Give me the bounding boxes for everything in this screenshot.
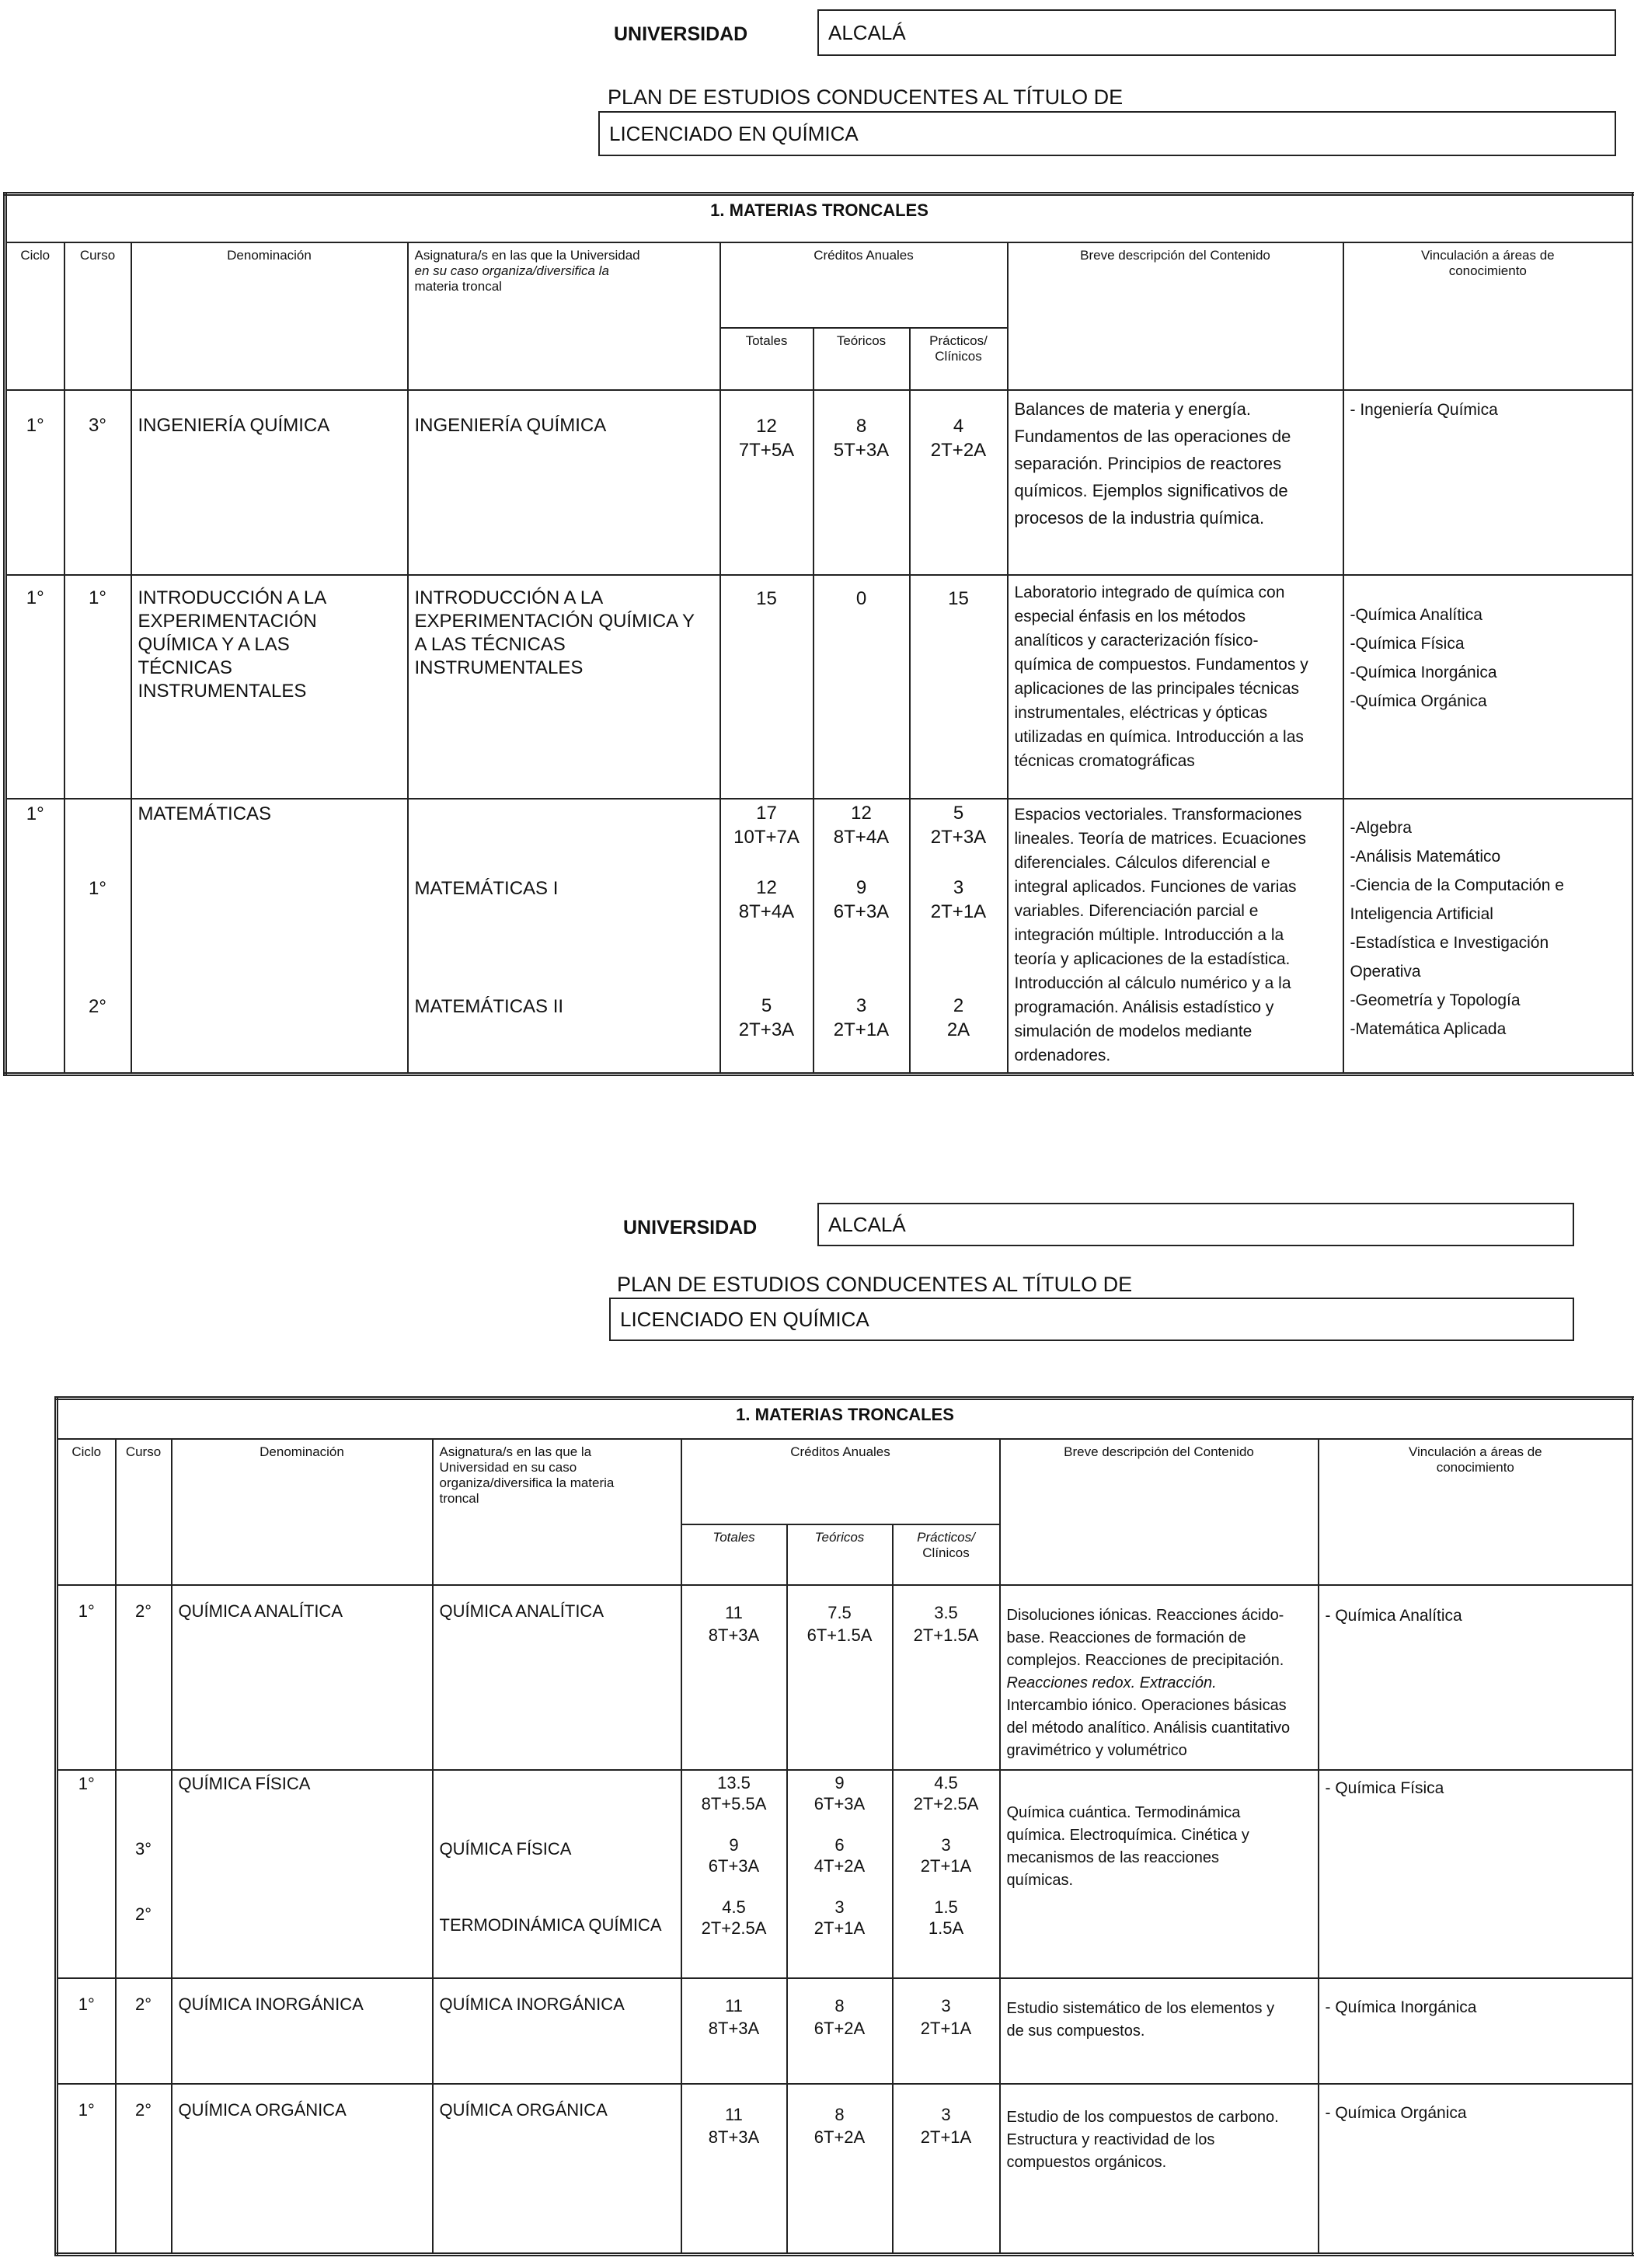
col-creditos: Créditos Anuales [681,1439,1000,1524]
table-row [57,1978,1634,2084]
col-creditos: Créditos Anuales [720,242,1008,328]
value: 6T+3A [833,901,890,922]
cell-asignatura: QUÍMICA INORGÁNICA [433,1978,681,2084]
desc-line: químicas. [1006,1871,1074,1889]
value: 2T+2.5A [913,1793,979,1813]
desc-line: Disoluciones iónicas. Reacciones ácido- [1006,1606,1284,1624]
cell-areas [1319,1978,1634,2084]
area-line: Inteligencia Artificial [1350,904,1493,923]
value: 8T+3A [708,1625,760,1645]
desc-line: Estudio sistemático de los elementos y [1006,1999,1275,2017]
area-line: - Química Analítica [1325,1606,1462,1625]
value: 17 [756,802,777,824]
value: 6T+3A [708,1855,760,1876]
value: 6T+2A [814,2127,866,2147]
page-section-1 [0,0,1634,1088]
value: 3 [855,995,867,1016]
curso-line: 2° [134,1904,152,1924]
table-row [5,390,1634,575]
col-vinculacion [1343,242,1634,390]
col-asignaturas-line: Universidad en su caso [439,1459,577,1475]
col-practicos-line: Clínicos [922,1545,970,1560]
desc-line: Química cuántica. Termodinámica [1006,1803,1241,1821]
area-line: -Estadística e Investigación [1350,933,1549,952]
cell-totales [681,2084,787,2255]
value: 9 [855,876,867,898]
desc-line: simulación de modelos mediante [1014,1022,1253,1040]
cell-practicos: 15 [910,575,1008,799]
cell-teoricos [814,390,910,575]
cell-curso [116,1770,172,1978]
value: 2T+1A [833,1019,890,1040]
cell-areas [1343,575,1634,799]
universidad-value: ALCALÁ [817,9,1616,56]
asignatura-line: A LAS TÉCNICAS [414,633,566,655]
cell-curso: 2° [116,1978,172,2084]
asignatura-line [415,803,713,877]
cell-totales [720,390,814,575]
value: 9 [834,1772,845,1792]
cell-ciclo: 1° [57,1770,116,1978]
value: 8 [855,415,867,437]
col-practicos [910,328,1008,390]
desc-line: utilizadas en química. Introducción a las [1014,727,1304,746]
cell-practicos [893,2084,1000,2255]
value: 6 [834,1834,845,1855]
col-practicos-line: Prácticos/ [929,333,988,348]
desc-line: Balances de materia y energía. [1014,399,1252,419]
cell-asignatura [433,1770,681,1978]
cell-ciclo: 1° [5,390,64,575]
cell-ciclo: 1° [57,1585,116,1770]
area-line: -Química Inorgánica [1350,663,1497,681]
desc-line: lineales. Teoría de matrices. Ecuaciones [1014,829,1306,848]
cell-teoricos [787,2084,893,2255]
value: 11 [725,1995,743,2015]
desc-line: ordenadores. [1014,1046,1111,1064]
materias-troncales-table [3,192,1634,1076]
cell-teoricos [787,1770,893,1978]
cell-teoricos [787,1585,893,1770]
desc-line: química de compuestos. Fundamentos y [1014,655,1308,674]
value: 2T+1A [930,901,987,922]
area-line: -Química Orgánica [1350,692,1487,710]
asignatura-line: MATEMÁTICAS I [414,877,559,899]
cell-totales [681,1978,787,2084]
area-line: - Ingeniería Química [1350,400,1498,419]
cell-denominacion: QUÍMICA ANALÍTICA [172,1585,433,1770]
col-teoricos: Teóricos [814,328,910,390]
cell-denominacion: QUÍMICA ORGÁNICA [172,2084,433,2255]
value: 3 [941,1995,951,2015]
plan-label: PLAN DE ESTUDIOS CONDUCENTES AL TÍTULO DE [617,1273,1133,1296]
desc-line: Fundamentos de las operaciones de [1014,426,1291,446]
cell-curso [64,799,131,1075]
value: 13.5 [717,1772,751,1792]
table-title: 1. MATERIAS TRONCALES [57,1399,1634,1439]
col-totales: Totales [720,328,814,390]
cell-denominacion: QUÍMICA INORGÁNICA [172,1978,433,2084]
desc-line: separación. Principios de reactores [1014,453,1282,473]
value: 2A [946,1019,970,1040]
cell-areas [1319,1585,1634,1770]
cell-descripcion [1000,2084,1319,2255]
col-asignaturas-line: troncal [439,1490,479,1506]
value: 6T+2A [814,2018,866,2038]
col-asignaturas-line: materia troncal [414,278,502,294]
col-totales: Totales [681,1524,787,1585]
desc-line: compuestos orgánicos. [1006,2153,1167,2171]
col-vinculacion-line: conocimiento [1448,263,1527,278]
value: 3.5 [934,1602,958,1622]
col-asignaturas [433,1439,681,1585]
col-practicos-line: Prácticos/ [917,1529,975,1545]
asignatura-line: INTRODUCCIÓN A LA [414,587,604,608]
area-line: -Ciencia de la Computación e [1350,876,1564,894]
value: 4.5 [722,1897,746,1917]
desc-line: de sus compuestos. [1006,2022,1145,2040]
cell-ciclo: 1° [57,1978,116,2084]
cell-asignatura: QUÍMICA ANALÍTICA [433,1585,681,1770]
col-asignaturas-line: organiza/diversifica la materia [439,1475,615,1490]
area-line: -Química Analítica [1350,605,1482,624]
asignatura-line [440,1774,674,1839]
table-row [57,2084,1634,2255]
cell-descripcion [1008,575,1343,799]
value: 9 [729,1834,739,1855]
value: 8T+4A [738,901,795,922]
cell-ciclo: 1° [57,2084,116,2255]
value: 4 [953,415,964,437]
area-line: -Geometría y Topología [1350,991,1521,1009]
area-line: -Algebra [1350,818,1412,837]
cell-asignatura [408,575,720,799]
desc-line: técnicas cromatográficas [1014,751,1195,770]
cell-denominacion [131,575,408,799]
cell-practicos [910,799,1008,1075]
area-line: -Química Física [1350,634,1465,653]
table-row [5,575,1634,799]
col-vinculacion-line: Vinculación a áreas de [1420,247,1555,263]
area-line: -Análisis Matemático [1350,847,1501,866]
asignatura-line: EXPERIMENTACIÓN QUÍMICA Y [414,610,695,632]
cell-descripcion [1008,799,1343,1075]
universidad-value: ALCALÁ [817,1203,1574,1246]
denominacion-line: TÉCNICAS [138,657,232,678]
desc-line: teoría y aplicaciones de la estadística. [1014,949,1291,968]
cell-denominacion: QUÍMICA FÍSICA [172,1770,433,1978]
asignatura-line: QUÍMICA FÍSICA [439,1838,572,1859]
desc-line: instrumentales, eléctricas y ópticas [1014,703,1268,722]
asignatura-line: TERMODINÁMICA QUÍMICA [439,1914,662,1935]
value: 8 [834,1995,845,2015]
cell-ciclo: 1° [5,799,64,1075]
value: 6T+3A [814,1793,866,1813]
desc-line: Introducción al cálculo numérico y a la [1014,974,1291,992]
value: 3 [941,2104,951,2124]
desc-line: variables. Diferenciación parcial e [1014,901,1259,920]
cell-totales [681,1770,787,1978]
cell-totales [681,1585,787,1770]
curso-line [123,1774,165,1839]
cell-totales [720,799,814,1075]
desc-line: especial énfasis en los métodos [1014,607,1246,625]
value: 3 [953,876,964,898]
col-asignaturas-line: en su caso organiza/diversifica la [414,263,609,278]
desc-line: mecanismos de las reacciones [1006,1848,1219,1866]
curso-line: 1° [89,877,106,899]
denominacion-line: QUÍMICA Y A LAS [138,633,290,655]
cell-curso: 2° [116,2084,172,2255]
area-line: -Matemática Aplicada [1350,1019,1507,1038]
titulo-value: LICENCIADO EN QUÍMICA [598,111,1616,156]
desc-line: procesos de la industria química. [1014,507,1265,528]
desc-line: química. Electroquímica. Cinética y [1006,1826,1249,1844]
col-practicos [893,1524,1000,1585]
cell-totales: 15 [720,575,814,799]
cell-practicos [893,1585,1000,1770]
area-line: - Química Orgánica [1325,2103,1467,2122]
asignatura-line: MATEMÁTICAS II [414,995,564,1017]
col-ciclo: Ciclo [5,242,64,390]
table-row [57,1585,1634,1770]
cell-curso: 2° [116,1585,172,1770]
col-vinculacion-line: conocimiento [1436,1459,1514,1475]
desc-line: gravimétrico y volumétrico [1006,1741,1187,1759]
value: 2T+1A [920,1855,972,1876]
col-descripcion: Breve descripción del Contenido [1000,1439,1319,1585]
value: 3 [834,1897,845,1917]
cell-practicos [893,1770,1000,1978]
desc-line: aplicaciones de las principales técnicas [1014,679,1300,698]
value: 12 [851,802,872,824]
value: 1.5A [928,1918,964,1938]
table-row [57,1770,1634,1978]
value: 8 [834,2104,845,2124]
col-denominacion: Denominación [172,1439,433,1585]
universidad-label: UNIVERSIDAD [614,23,748,45]
cell-descripcion [1000,1585,1319,1770]
value: 2T+1A [920,2127,972,2147]
cell-practicos [910,390,1008,575]
value: 2T+1A [814,1918,866,1938]
col-curso: Curso [64,242,131,390]
desc-line: Estructura y reactividad de los [1006,2130,1215,2148]
desc-line: Espacios vectoriales. Transformaciones [1014,805,1302,824]
desc-line: integración múltiple. Introducción a la [1014,925,1284,944]
cell-curso: 1° [64,575,131,799]
value: 2T+1.5A [913,1625,979,1645]
col-curso: Curso [116,1439,172,1585]
page-section-2 [0,1197,1634,2268]
cell-curso: 3° [64,390,131,575]
plan-label: PLAN DE ESTUDIOS CONDUCENTES AL TÍTULO DE [608,85,1124,109]
col-ciclo: Ciclo [57,1439,116,1585]
value: 7T+5A [738,439,795,461]
desc-line: Intercambio iónico. Operaciones básicas [1006,1696,1287,1714]
cell-areas [1319,1770,1634,1978]
desc-line: Estudio de los compuestos de carbono. [1006,2108,1279,2126]
table-title: 1. MATERIAS TRONCALES [5,194,1634,242]
materias-troncales-table [54,1396,1634,2256]
value: 2T+3A [930,826,987,848]
cell-teoricos: 0 [814,575,910,799]
value: 4.5 [934,1772,958,1792]
curso-line [71,803,124,877]
col-vinculacion-line: Vinculación a áreas de [1408,1444,1542,1459]
value: 12 [756,415,777,437]
titulo-value: LICENCIADO EN QUÍMICA [609,1298,1574,1341]
value: 2T+1A [920,2018,972,2038]
value: 2 [953,995,964,1016]
col-asignaturas [408,242,720,390]
area-line: Operativa [1350,962,1421,981]
value: 1.5 [934,1897,958,1917]
desc-line: Laboratorio integrado de química con [1014,583,1285,601]
desc-line: complejos. Reacciones de precipitación. [1006,1651,1284,1669]
value: 8T+5.5A [701,1793,767,1813]
curso-line: 3° [134,1838,152,1859]
cell-practicos [893,1978,1000,2084]
col-practicos-line: Clínicos [935,348,982,364]
value: 3 [941,1834,951,1855]
col-descripcion: Breve descripción del Contenido [1008,242,1343,390]
cell-denominacion: INGENIERÍA QUÍMICA [131,390,408,575]
value: 8T+3A [708,2018,760,2038]
universidad-label: UNIVERSIDAD [623,1217,758,1239]
area-line: - Química Física [1325,1779,1444,1797]
value: 11 [725,2104,743,2124]
cell-areas [1319,2084,1634,2255]
cell-teoricos [787,1978,893,2084]
value: 4T+2A [814,1855,866,1876]
denominacion-line: EXPERIMENTACIÓN [138,610,317,632]
desc-line: integral aplicados. Funciones de varias [1014,877,1297,896]
desc-line: analíticos y caracterización físico- [1014,631,1259,650]
curso-line: 2° [89,995,106,1017]
value: 6T+1.5A [807,1625,873,1645]
desc-line: programación. Análisis estadístico y [1014,998,1274,1016]
value: 2T+3A [738,1019,795,1040]
value: 8T+3A [708,2127,760,2147]
value: 5 [953,802,964,824]
denominacion-line: INTRODUCCIÓN A LA [138,587,327,608]
col-vinculacion [1319,1439,1634,1585]
col-teoricos: Teóricos [787,1524,893,1585]
value: 8T+4A [833,826,890,848]
cell-areas [1343,390,1634,575]
desc-line: del método analítico. Análisis cuantitativo [1006,1719,1291,1737]
cell-denominacion: MATEMÁTICAS [131,799,408,1075]
value: 5T+3A [833,439,890,461]
cell-teoricos [814,799,910,1075]
cell-descripcion [1008,390,1343,575]
cell-ciclo: 1° [5,575,64,799]
desc-line: químicos. Ejemplos significativos de [1014,480,1288,500]
denominacion-line: INSTRUMENTALES [138,680,307,702]
value: 2T+2A [930,439,987,461]
cell-asignatura: INGENIERÍA QUÍMICA [408,390,720,575]
value: 5 [761,995,772,1016]
col-asignaturas-line: Asignatura/s en las que la Universidad [414,247,640,263]
table-row [5,799,1634,1075]
desc-line: Reacciones redox. Extracción. [1006,1674,1217,1691]
asignatura-line: INSTRUMENTALES [414,657,584,678]
value: 7.5 [827,1602,852,1622]
cell-descripcion [1000,1770,1319,1978]
cell-descripcion [1000,1978,1319,2084]
cell-areas [1343,799,1634,1075]
value: 2T+2.5A [701,1918,767,1938]
area-line: - Química Inorgánica [1325,1998,1477,2016]
value: 10T+7A [733,826,800,848]
value: 11 [725,1602,743,1622]
desc-line: base. Reacciones de formación de [1006,1629,1246,1646]
cell-asignatura: QUÍMICA ORGÁNICA [433,2084,681,2255]
cell-asignatura [408,799,720,1075]
col-asignaturas-line: Asignatura/s en las que la [439,1444,592,1459]
value: 12 [756,876,777,898]
col-denominacion: Denominación [131,242,408,390]
desc-line: diferenciales. Cálculos diferencial e [1014,853,1270,872]
